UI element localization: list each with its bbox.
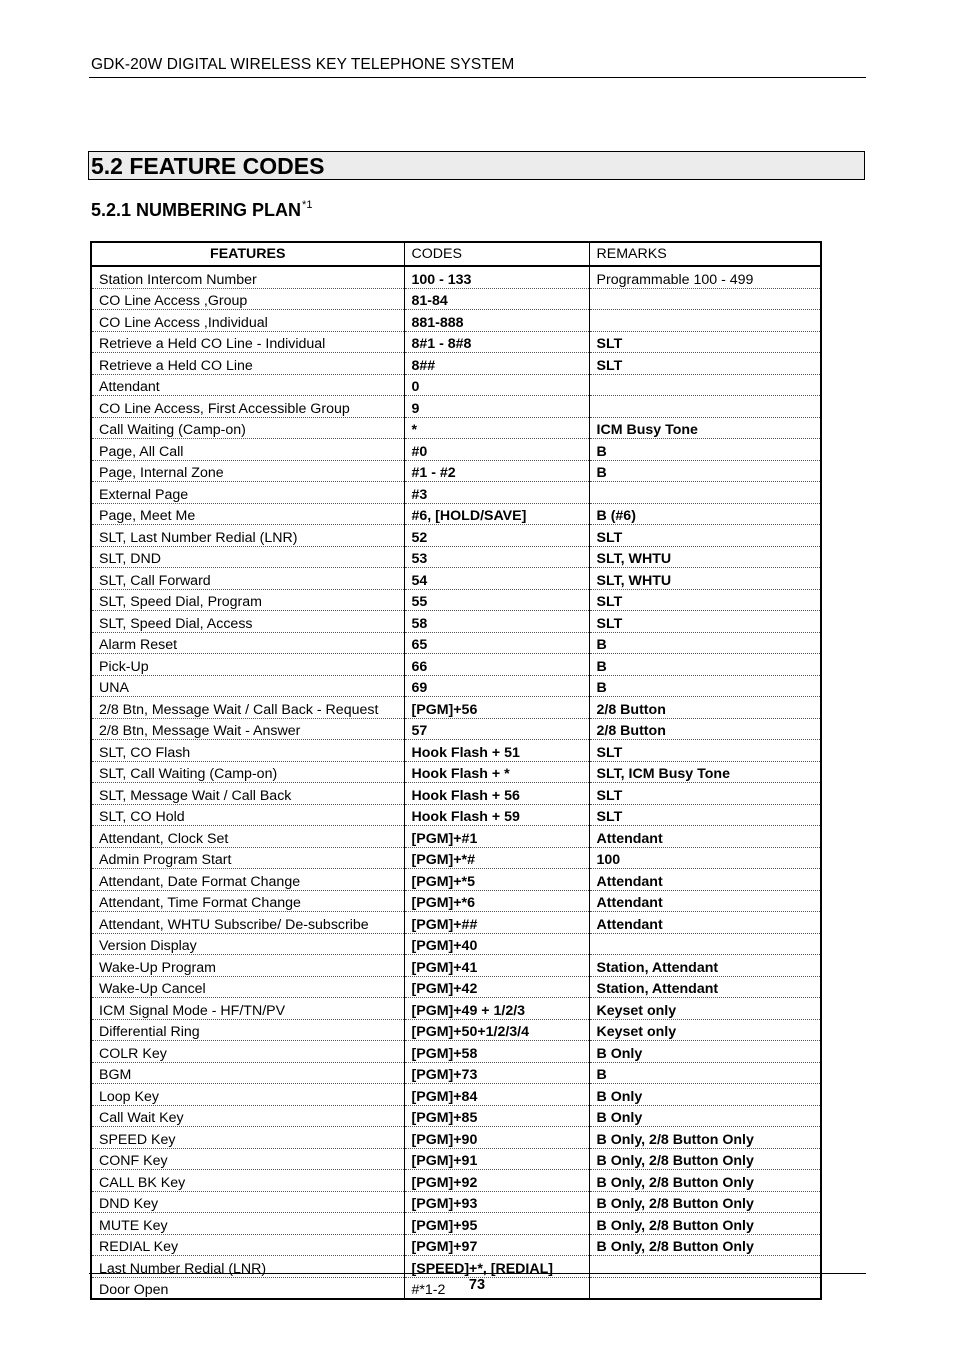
code-cell: [PGM]+85 [404,1105,589,1127]
feature-cell: CONF Key [92,1148,404,1170]
code-cell: 8#1 - 8#8 [404,331,589,353]
remark-cell [589,288,820,310]
table-row [92,718,820,740]
code-cell: 8## [404,353,589,375]
header-remarks: REMARKS [589,243,820,266]
table-row [92,611,820,633]
remark-cell: Attendant [589,869,820,891]
code-cell: [PGM]+50+1/2/3/4 [404,1019,589,1041]
code-cell: [PGM]+#1 [404,826,589,848]
remark-cell: ICM Busy Tone [589,417,820,439]
feature-cell: External Page [92,482,404,504]
code-cell: [PGM]+93 [404,1191,589,1213]
feature-cell: Wake-Up Cancel [92,976,404,998]
table-row [92,417,820,439]
table-row [92,1062,820,1084]
feature-cell: SLT, CO Flash [92,740,404,762]
table-row [92,632,820,654]
table-row [92,310,820,332]
feature-cell: MUTE Key [92,1213,404,1235]
feature-cell: Admin Program Start [92,847,404,869]
table-row [92,460,820,482]
table-row [92,847,820,869]
feature-cell: 2/8 Btn, Message Wait / Call Back - Request [92,697,404,719]
remark-cell [589,396,820,418]
feature-cell: SLT, Speed Dial, Program [92,589,404,611]
feature-cell: DND Key [92,1191,404,1213]
table-row [92,654,820,676]
code-cell: [PGM]+97 [404,1234,589,1256]
code-cell: [PGM]+84 [404,1084,589,1106]
header-rule [89,77,866,78]
feature-cell: CO Line Access, First Accessible Group [92,396,404,418]
code-cell: 100 - 133 [404,266,589,288]
code-cell: 9 [404,396,589,418]
code-cell: Hook Flash + 59 [404,804,589,826]
feature-cell: Page, All Call [92,439,404,461]
table-row [92,1019,820,1041]
remark-cell [589,374,820,396]
feature-cell: ICM Signal Mode - HF/TN/PV [92,998,404,1020]
remark-cell [589,310,820,332]
header-features: FEATURES [92,243,404,266]
table-row [92,761,820,783]
feature-cell: SLT, Message Wait / Call Back [92,783,404,805]
table-row [92,740,820,762]
feature-cell: Alarm Reset [92,632,404,654]
code-cell: 53 [404,546,589,568]
code-cell: 69 [404,675,589,697]
code-cell: [SPEED]+*, [REDIAL] [404,1256,589,1278]
table-row [92,1213,820,1235]
code-cell: [PGM]+*6 [404,890,589,912]
subsection-title-text: 5.2.1 NUMBERING PLAN [91,200,302,220]
code-cell: [PGM]+92 [404,1170,589,1192]
subsection-title [91,199,312,221]
feature-cell: BGM [92,1062,404,1084]
remark-cell: B Only [589,1105,820,1127]
table-row [92,525,820,547]
code-cell: [PGM]+40 [404,933,589,955]
table-header-row [92,243,820,266]
feature-cell: SLT, DND [92,546,404,568]
code-cell: 65 [404,632,589,654]
table-row [92,439,820,461]
remark-cell: SLT [589,525,820,547]
remark-cell: SLT, ICM Busy Tone [589,761,820,783]
table-row [92,955,820,977]
feature-cell: REDIAL Key [92,1234,404,1256]
table-row [92,1234,820,1256]
table-row [92,998,820,1020]
table-row [92,890,820,912]
table-row [92,783,820,805]
code-cell: #*1-2 [404,1277,589,1298]
feature-cell: Call Wait Key [92,1105,404,1127]
table-row [92,546,820,568]
feature-cell: Pick-Up [92,654,404,676]
code-cell: #0 [404,439,589,461]
code-cell: 55 [404,589,589,611]
remark-cell: SLT [589,589,820,611]
remark-cell: B [589,460,820,482]
code-cell: #3 [404,482,589,504]
feature-cell: Retrieve a Held CO Line - Individual [92,331,404,353]
feature-cell: CALL BK Key [92,1170,404,1192]
remark-cell: Keyset only [589,1019,820,1041]
remark-cell: 2/8 Button [589,718,820,740]
remark-cell: 2/8 Button [589,697,820,719]
feature-cell: Retrieve a Held CO Line [92,353,404,375]
feature-cell: Attendant, WHTU Subscribe/ De-subscribe [92,912,404,934]
feature-cell: SLT, Call Waiting (Camp-on) [92,761,404,783]
table-row [92,396,820,418]
remark-cell: B Only, 2/8 Button Only [589,1191,820,1213]
feature-cell: CO Line Access ,Individual [92,310,404,332]
feature-cell: Attendant [92,374,404,396]
feature-cell: Page, Meet Me [92,503,404,525]
table-row [92,976,820,998]
feature-cell: SPEED Key [92,1127,404,1149]
code-cell: 57 [404,718,589,740]
feature-cell: SLT, Last Number Redial (LNR) [92,525,404,547]
remark-cell: Keyset only [589,998,820,1020]
remark-cell: 100 [589,847,820,869]
table-row [92,1084,820,1106]
remark-cell: SLT [589,783,820,805]
table-row [92,331,820,353]
code-cell: [PGM]+73 [404,1062,589,1084]
feature-cell: Loop Key [92,1084,404,1106]
remark-cell: B (#6) [589,503,820,525]
code-cell: Hook Flash + * [404,761,589,783]
feature-cell: Call Waiting (Camp-on) [92,417,404,439]
code-cell: [PGM]+41 [404,955,589,977]
feature-cell: 2/8 Btn, Message Wait - Answer [92,718,404,740]
feature-cell: Attendant, Time Format Change [92,890,404,912]
remark-cell: SLT [589,804,820,826]
footer-rule [89,1273,866,1274]
remark-cell: B [589,675,820,697]
remark-cell: SLT, WHTU [589,546,820,568]
table-row [92,568,820,590]
remark-cell: SLT [589,331,820,353]
remark-cell: B [589,1062,820,1084]
feature-cell: Attendant, Clock Set [92,826,404,848]
feature-cell: Attendant, Date Format Change [92,869,404,891]
code-cell: [PGM]+*# [404,847,589,869]
code-cell: 81-84 [404,288,589,310]
remark-cell: Station, Attendant [589,955,820,977]
code-cell: 54 [404,568,589,590]
code-cell: 0 [404,374,589,396]
remark-cell: B Only, 2/8 Button Only [589,1148,820,1170]
code-cell: * [404,417,589,439]
remark-cell: B [589,632,820,654]
table-row [92,589,820,611]
table-body [92,266,820,1298]
table-row [92,933,820,955]
feature-cell: SLT, Call Forward [92,568,404,590]
feature-cell: Station Intercom Number [92,266,404,288]
table-row [92,804,820,826]
code-cell: Hook Flash + 56 [404,783,589,805]
code-cell: [PGM]+58 [404,1041,589,1063]
header-codes: CODES [404,243,589,266]
remark-cell: SLT [589,740,820,762]
table-row [92,697,820,719]
table-row [92,826,820,848]
remark-cell: SLT [589,611,820,633]
remark-cell: B Only [589,1041,820,1063]
table-row [92,1191,820,1213]
code-cell: 58 [404,611,589,633]
table-row [92,353,820,375]
remark-cell [589,933,820,955]
section-title: 5.2 FEATURE CODES [91,153,325,179]
section-heading-box [88,151,865,180]
table-row [92,374,820,396]
code-cell: 881-888 [404,310,589,332]
remark-cell: Attendant [589,826,820,848]
table-row [92,1127,820,1149]
numbering-plan-table [90,241,822,1300]
code-cell: [PGM]+95 [404,1213,589,1235]
code-cell: [PGM]+## [404,912,589,934]
table-row [92,675,820,697]
remark-cell: B Only, 2/8 Button Only [589,1127,820,1149]
feature-cell: Version Display [92,933,404,955]
remark-cell: B Only, 2/8 Button Only [589,1213,820,1235]
table-row [92,1105,820,1127]
feature-cell: Last Number Redial (LNR) [92,1256,404,1278]
remark-cell: Programmable 100 - 499 [589,266,820,288]
remark-cell: Station, Attendant [589,976,820,998]
footnote-mark: *1 [302,199,313,211]
code-cell: [PGM]+49 + 1/2/3 [404,998,589,1020]
feature-cell: Page, Internal Zone [92,460,404,482]
code-cell: [PGM]+90 [404,1127,589,1149]
code-cell: 52 [404,525,589,547]
header-title: GDK-20W DIGITAL WIRELESS KEY TELEPHONE SYSTEM [91,56,515,73]
code-cell: [PGM]+56 [404,697,589,719]
feature-cell: SLT, CO Hold [92,804,404,826]
remark-cell [589,482,820,504]
code-cell: [PGM]+*5 [404,869,589,891]
table-row [92,482,820,504]
table-row [92,503,820,525]
remark-cell: B Only, 2/8 Button Only [589,1170,820,1192]
table-row [92,266,820,288]
code-cell: [PGM]+91 [404,1148,589,1170]
code-cell: 66 [404,654,589,676]
remark-cell: Attendant [589,890,820,912]
code-cell: Hook Flash + 51 [404,740,589,762]
feature-cell: Door Open [92,1277,404,1298]
remark-cell: B [589,654,820,676]
table-row [92,1170,820,1192]
remark-cell: Attendant [589,912,820,934]
feature-cell: Wake-Up Program [92,955,404,977]
table-row [92,869,820,891]
remark-cell: B Only [589,1084,820,1106]
remark-cell: B [589,439,820,461]
page-number: 73 [468,1277,486,1293]
table-row [92,1041,820,1063]
table-row [92,912,820,934]
code-cell: [PGM]+42 [404,976,589,998]
remark-cell: B Only, 2/8 Button Only [589,1234,820,1256]
remark-cell: SLT, WHTU [589,568,820,590]
table-row [92,288,820,310]
feature-cell: SLT, Speed Dial, Access [92,611,404,633]
feature-cell: UNA [92,675,404,697]
code-cell: #1 - #2 [404,460,589,482]
feature-cell: CO Line Access ,Group [92,288,404,310]
code-cell: #6, [HOLD/SAVE] [404,503,589,525]
remark-cell: SLT [589,353,820,375]
feature-cell: COLR Key [92,1041,404,1063]
feature-cell: Differential Ring [92,1019,404,1041]
table-row [92,1148,820,1170]
